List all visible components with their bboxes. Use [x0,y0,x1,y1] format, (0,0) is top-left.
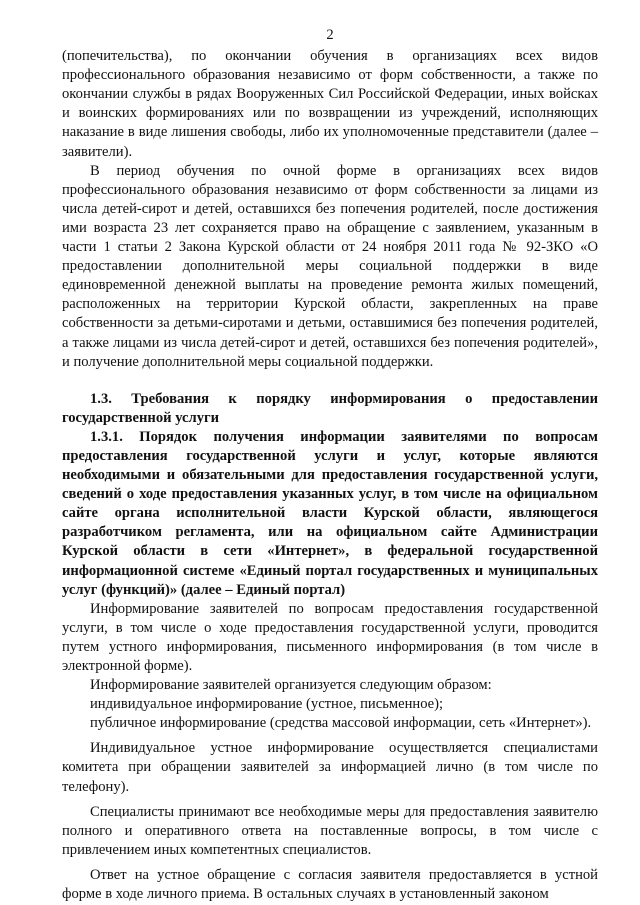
subsection-heading-1-3-1: 1.3.1. Порядок получения информации заявителями по вопросам предоставления государственной услуги и услуг, которые являются необходимыми и обязательными для предоставления государственной услуги, сведений о ходе предоставления указанных услуг, в том числе на официальном сайте органа исполнительной власти Курской области, являющегося разработчиком регламента, или на официальном сайте Администрации Курской области в сети «Интернет», в федеральной государственной информационной системе «Единый портал государственных и муниципальных услуг (функций)» (далее – Единый портал) [62,428,598,598]
paragraph-informing-methods: Информирование заявителей по вопросам предоставления государственной услуги, в том числе о ходе предоставления государственной услуги, проводится путем устного информирования, письменного информирования (в том числе в электронной форме). [62,600,598,674]
list-item-public: публичное информирование (средства массовой информации, сеть «Интернет»). [90,715,592,732]
page-number: 2 [326,27,334,43]
paragraph-specialists: Специалисты принимают все необходимые меры для предоставления заявителю полного и оперативного ответа на поставленные вопросы, в том числе с привлечением иных компетентных специалистов. [62,803,598,858]
paragraph-oral-informing: Индивидуальное устное информирование осуществляется специалистами комитета при обращении заявителей за информацией лично (в том числе по телефону). [62,740,598,795]
paragraph-1: (попечительства), по окончании обучения в организациях всех видов профессионального образования независимо от форм собственности, а также по окончании службы в рядах Вооруженных Сил Российской Федерации, иных войсках и воинских формированиях или по возвращении из учреждений, исполняющих наказание в виде лишения свободы, либо их уполномоченные представители (далее – заявители). [62,48,598,160]
paragraph-informing-organization: Информирование заявителей организуется следующим образом: [90,677,492,694]
paragraph-2: В период обучения по очной форме в организациях всех видов профессионального образования независимо от форм собственности за лицами из числа детей-сирот и детей, оставшихся без попечения родителей, после достижения ими возраста 23 лет сохраняется право на обращение с заявлением, указанным в части 1 статьи 2 Закона Курской области от 24 ноября 2011 года № 92-ЗКО «О предоставлении дополнительной меры социальной поддержки в виде единовременной денежной выплаты на проведение ремонта жилых помещений, расположенных на территории Курской области, закрепленных на праве собственности за детьми-сиротами и детьми, оставшимися без попечения родителей, а также лицами из числа детей-сирот и детей, оставшихся без попечения родителей», и получение дополнительной меры социальной поддержки. [62,162,598,370]
list-item-individual: индивидуальное информирование (устное, письменное); [90,696,444,713]
paragraph-oral-answer: Ответ на устное обращение с согласия заявителя предоставляется в устной форме в ходе личного приема. В остальных случаях в установленный законом [62,866,598,903]
section-heading-1-3: 1.3. Требования к порядку информирования о предоставлении государственной услуги [62,390,598,426]
